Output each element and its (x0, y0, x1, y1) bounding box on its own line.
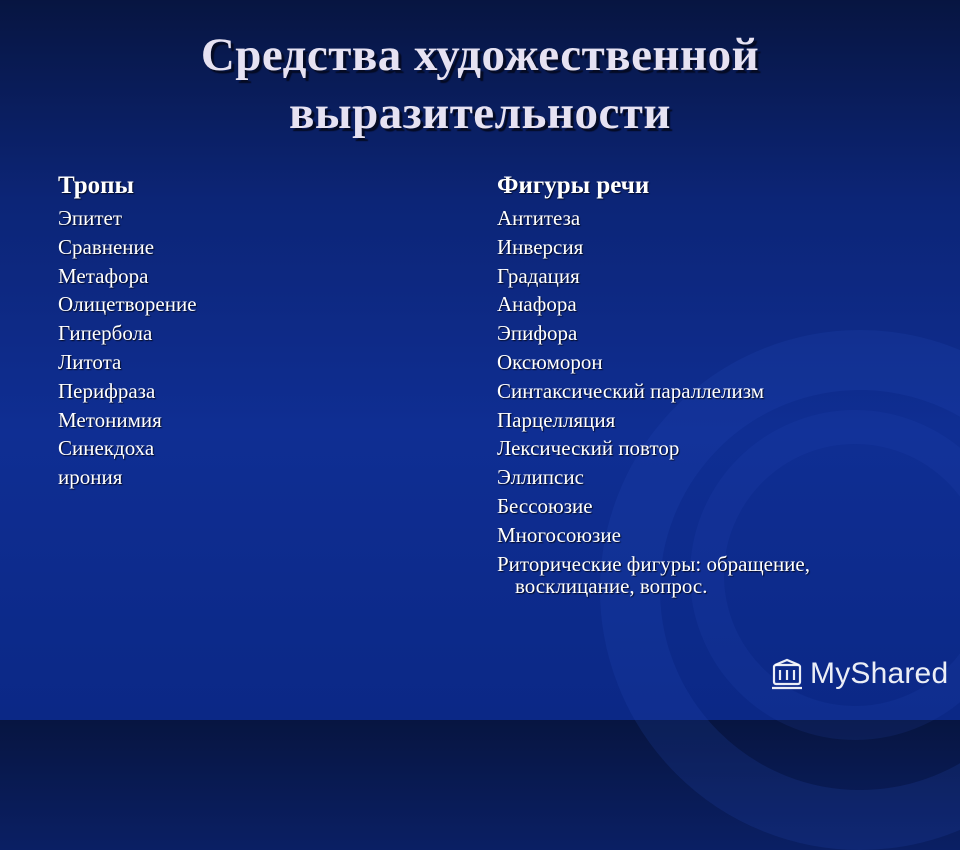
list-item: Метонимия (58, 407, 162, 432)
list-item: Сравнение (58, 234, 155, 259)
tropes-heading: Тропы (58, 172, 135, 199)
list-item: Градация (497, 263, 580, 288)
list-item: Эллипсис (497, 465, 584, 490)
list-item: Лексический повтор (497, 436, 680, 461)
list-item: Гипербола (58, 321, 153, 346)
list-item: Инверсия (497, 234, 584, 259)
list-item: Эпитет (58, 206, 123, 230)
list-item: Литота (58, 349, 122, 374)
tropes-list (58, 204, 418, 492)
list-item: Синтаксический параллелизм (497, 378, 764, 403)
slide-title (0, 26, 960, 142)
list-item: Олицетворение (58, 292, 197, 317)
list-item: Риторические фигуры: обращение, восклицание, вопрос. (497, 551, 810, 598)
list-item: Бессоюзие (497, 493, 593, 518)
figures-of-speech-column (497, 170, 917, 597)
watermark-text: MyShared (810, 657, 949, 690)
mysharing-watermark[interactable] (770, 654, 948, 694)
list-item: Перифраза (58, 378, 156, 403)
list-item: Эпифора (497, 321, 578, 346)
list-item: Метафора (58, 263, 149, 288)
list-item: Многосоюзие (497, 522, 621, 547)
list-item: Парцелляция (497, 407, 616, 432)
list-item: Оксюморон (497, 349, 603, 374)
mysharing-logo-icon (770, 657, 804, 691)
slide-title-line-1: Средства художественной (200, 29, 760, 81)
list-item: Анафора (497, 292, 577, 317)
figures-of-speech-heading: Фигуры речи (497, 172, 650, 199)
tropes-column (58, 170, 418, 492)
list-item: ирония (58, 465, 123, 490)
list-item: Антитеза (497, 206, 581, 230)
figures-of-speech-list (497, 204, 917, 597)
slide-title-line-2: выразительности (289, 87, 671, 139)
list-item: Синекдоха (58, 436, 155, 461)
